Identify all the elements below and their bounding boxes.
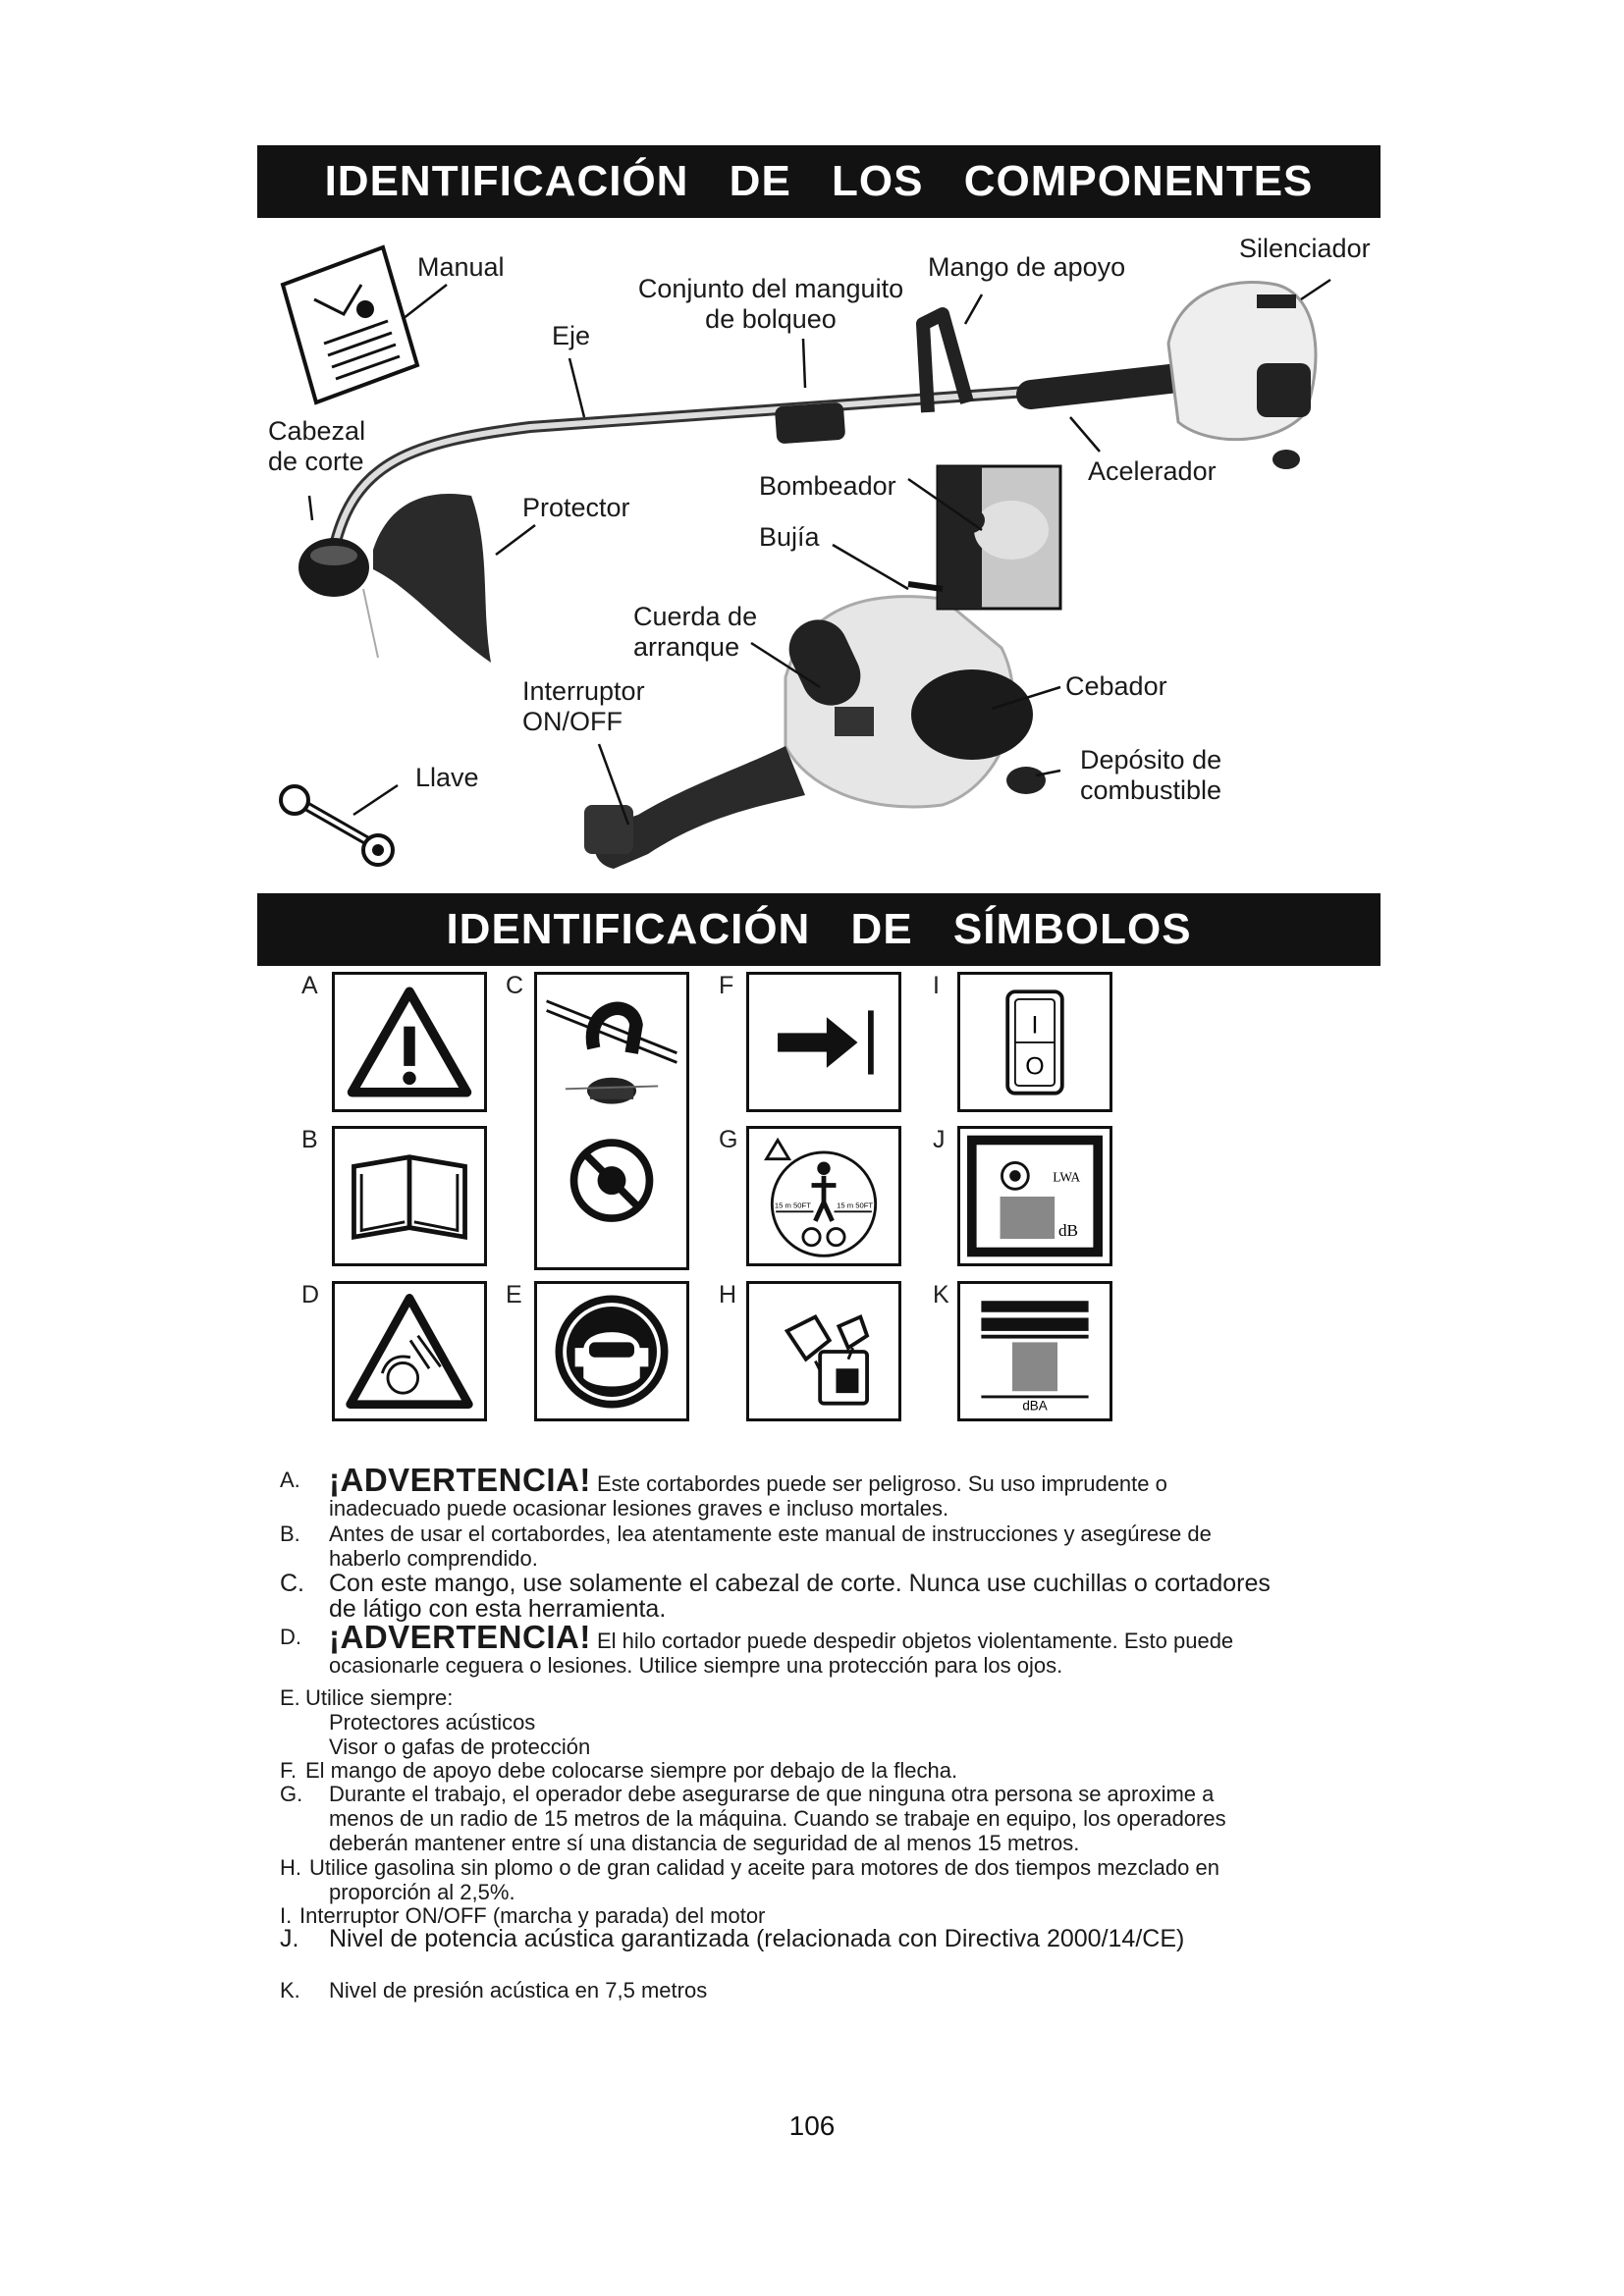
arrow-right-icon [749,975,898,1109]
svg-text:dBA: dBA [1022,1398,1048,1414]
label-conjunto: Conjunto del manguito de bolqueo [637,274,904,334]
symbol-letter-e: E [506,1281,522,1308]
symbol-j-sound-power [957,1126,1112,1266]
symbol-letter-g: G [719,1126,738,1153]
trimmer-illustration [0,0,1624,883]
symbol-letter-b: B [301,1126,318,1153]
components-section-title: IDENTIFICACIÓN DE LOS COMPONENTES [257,145,1380,218]
symbol-letter-k: K [933,1281,949,1308]
label-eje: Eje [552,321,591,350]
symbol-letter-d: D [301,1281,320,1308]
symbol-letter-i: I [933,972,940,999]
label-mango-apoyo: Mango de apoyo [928,252,1126,282]
safe-distance-icon [749,1129,898,1263]
power-switch-icon [960,975,1110,1109]
warning-triangle-icon [335,975,484,1109]
symbol-c-cutting-head-only [534,972,689,1270]
label-interruptor: Interruptor ON/OFF [522,676,645,736]
svg-text:dB: dB [1057,1221,1079,1241]
svg-text:15 m 50FT: 15 m 50FT [837,1201,874,1210]
svg-text:15 m 50FT: 15 m 50FT [774,1201,811,1210]
symbol-f-arrow [746,972,901,1112]
symbol-letter-j: J [933,1126,946,1153]
symbol-k-sound-pressure [957,1281,1112,1421]
page-number: 106 [788,2110,836,2141]
label-acelerador: Acelerador [1088,456,1217,486]
label-cuerda-arranque: Cuerda de arranque [633,602,758,662]
label-cebador: Cebador [1065,671,1167,701]
svg-text:LWA: LWA [1053,1169,1081,1185]
sound-power-level-icon [960,1129,1110,1263]
label-silenciador: Silenciador [1239,234,1371,263]
symbol-e-protection [534,1281,689,1421]
manual-booklet-icon [283,247,417,402]
wrench-icon [281,786,393,865]
symbol-d-thrown-objects [332,1281,487,1421]
symbol-h-fuel-mix [746,1281,901,1421]
label-bujia: Bujía [759,522,820,552]
symbol-letter-a: A [301,972,318,999]
symbol-a-warning [332,972,487,1112]
symbol-letter-c: C [506,972,524,999]
label-protector: Protector [522,493,630,522]
open-book-icon [335,1129,484,1263]
protective-gear-icon [537,1284,686,1418]
svg-text:I: I [1031,1011,1039,1040]
thrown-objects-warning-icon [335,1284,484,1418]
fuel-mix-icon [749,1284,898,1418]
symbol-letter-h: H [719,1281,737,1308]
symbol-g-safe-distance [746,1126,901,1266]
svg-text:O: O [1025,1052,1045,1081]
label-cabezal: Cabezal de corte [268,416,366,476]
symbol-b-read-manual [332,1126,487,1266]
sound-pressure-level-icon [960,1284,1110,1418]
cutting-head-no-blade-icon [537,975,686,1267]
label-llave: Llave [415,763,479,792]
label-manual: Manual [417,252,505,282]
label-bombeador: Bombeador [759,471,896,501]
symbol-i-on-off [957,972,1112,1112]
symbols-section-title: IDENTIFICACIÓN DE SÍMBOLOS [257,893,1380,966]
symbol-letter-f: F [719,972,734,999]
label-deposito: Depósito de combustible [1080,745,1222,805]
